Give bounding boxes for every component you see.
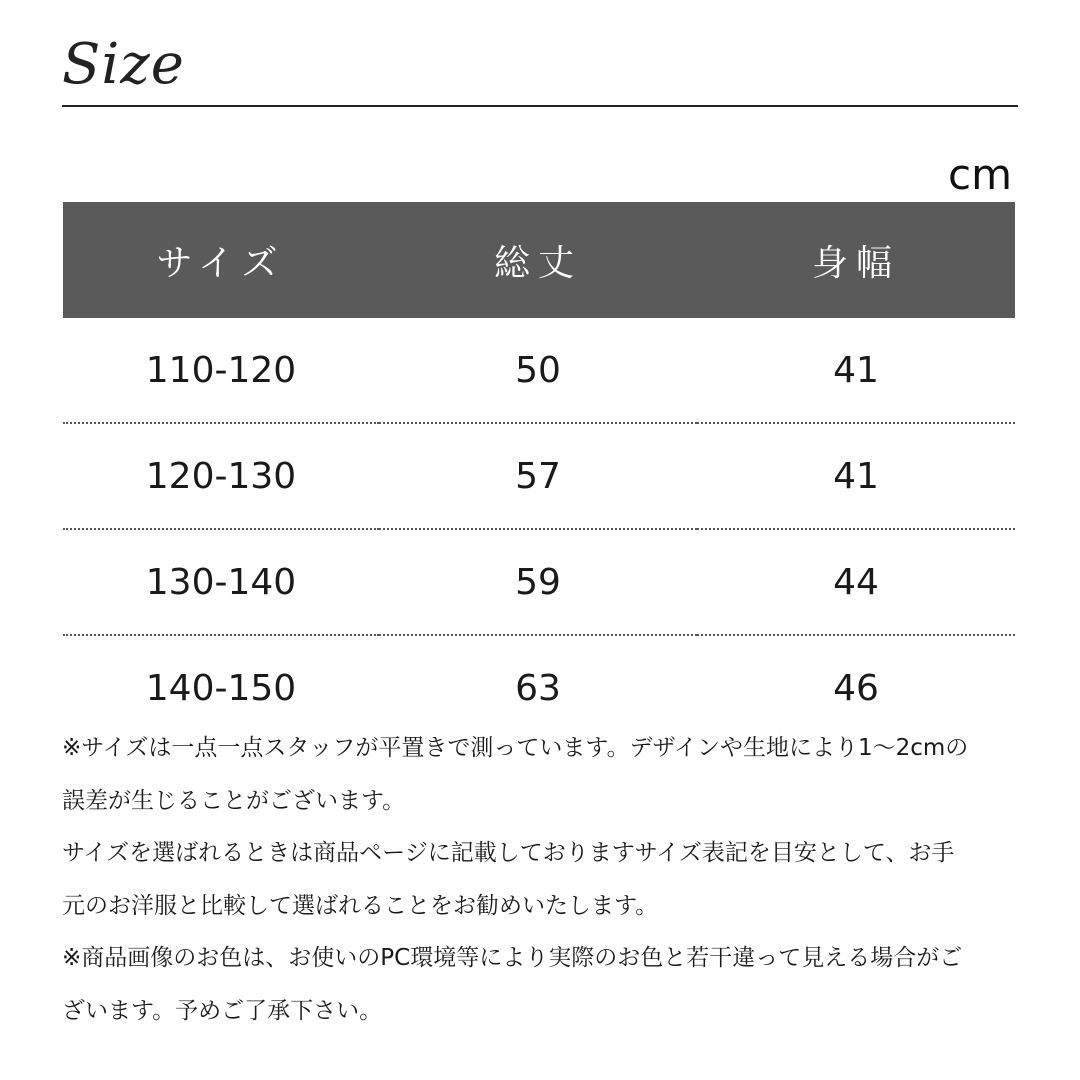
length-cell: 57 [379, 423, 697, 529]
column-header-size: サイズ [63, 202, 379, 318]
size-cell: 130-140 [63, 529, 379, 635]
note-size-guide: サイズを選ばれるときは商品ページに記載しておりますサイズ表記を目安として、お手 元のお洋服と比較して選ばれることをお勧めいたします。 [62, 840, 955, 919]
length-cell: 50 [379, 318, 697, 423]
size-cell: 110-120 [63, 318, 379, 423]
table-header-row [63, 202, 1015, 318]
column-header-length: 総丈 [379, 202, 697, 318]
table-row [63, 423, 1015, 529]
size-notes [62, 722, 1022, 1037]
size-table [63, 202, 1015, 740]
page-title: Size [62, 32, 185, 97]
title-divider [62, 105, 1018, 107]
size-cell: 140-150 [145, 667, 297, 709]
note-color: ※商品画像のお色は、お使いのPC環境等により実際のお色と若干違って見える場合がご ざいます。予めご了承下さい。 [62, 945, 963, 1024]
unit-label: cm [947, 150, 1012, 199]
size-cell: 120-130 [63, 423, 379, 529]
note-measurement: ※サイズは一点一点スタッフが平置きで測っています。デザインや生地により1～2cmの 誤差が生じることがございます。 [62, 735, 969, 814]
width-cell: 46 [833, 667, 879, 709]
table-row [63, 318, 1015, 423]
width-cell: 44 [697, 529, 1015, 635]
width-cell: 41 [697, 318, 1015, 423]
column-header-width: 身幅 [697, 202, 1015, 318]
table-row [63, 529, 1015, 635]
length-cell: 63 [515, 667, 561, 709]
width-cell: 41 [697, 423, 1015, 529]
length-cell: 59 [379, 529, 697, 635]
